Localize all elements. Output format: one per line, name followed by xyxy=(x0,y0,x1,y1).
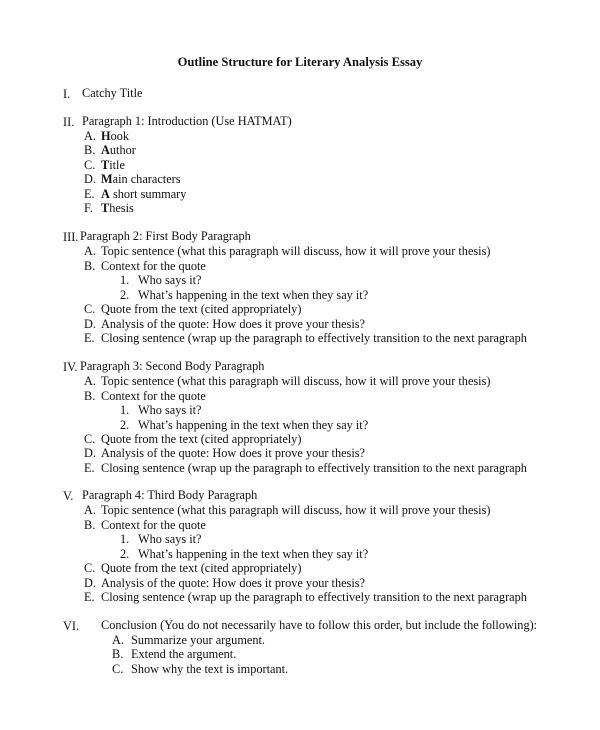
list-marker: C. xyxy=(84,561,96,575)
list-item-text: Analysis of the quote: How does it prove your thesis? xyxy=(101,576,365,590)
sub-item-text: Who says it? xyxy=(138,273,202,287)
acronym-letter: T xyxy=(101,201,110,215)
list-marker: B. xyxy=(84,143,96,157)
list-marker: C. xyxy=(84,432,96,446)
section-number: VI. xyxy=(63,619,80,633)
list-item-text: Closing sentence (wrap up the paragraph to effectively transition to the next paragraph xyxy=(101,461,527,475)
acronym-letter: H xyxy=(101,129,111,143)
list-item-text: Analysis of the quote: How does it prove your thesis? xyxy=(101,317,365,331)
section-heading: Paragraph 4: Third Body Paragraph xyxy=(82,488,258,502)
list-marker: D. xyxy=(84,446,96,460)
section-number: IV. xyxy=(63,360,78,374)
list-item xyxy=(101,172,181,187)
section-heading: Catchy Title xyxy=(82,86,143,100)
list-marker: E. xyxy=(84,331,95,345)
list-marker: C. xyxy=(84,302,96,316)
list-item-text: Context for the quote xyxy=(101,518,206,532)
list-marker: A. xyxy=(84,244,96,258)
list-marker: B. xyxy=(84,259,96,273)
list-marker: A. xyxy=(84,129,96,143)
list-marker: C. xyxy=(84,158,96,172)
section-number: V. xyxy=(63,489,74,503)
list-item-text: Quote from the text (cited appropriately) xyxy=(101,561,302,575)
sub-item-text: What’s happening in the text when they say it? xyxy=(138,547,369,561)
list-item-text: short summary xyxy=(109,187,187,201)
list-item xyxy=(101,129,129,144)
list-item xyxy=(101,187,186,202)
section-heading: Paragraph 2: First Body Paragraph xyxy=(80,229,251,243)
section-heading: Paragraph 1: Introduction (Use HATMAT) xyxy=(82,114,292,128)
section-number: II. xyxy=(63,115,75,129)
section-number: III. xyxy=(63,230,79,244)
list-marker: D. xyxy=(84,172,96,186)
list-marker: 2. xyxy=(120,288,130,302)
list-marker: A. xyxy=(84,503,96,517)
list-item-text: Show why the text is important. xyxy=(131,662,289,676)
list-marker: 2. xyxy=(120,418,130,432)
acronym-letter: T xyxy=(101,158,110,172)
list-item-text: Topic sentence (what this paragraph will discuss, how it will prove your thesis) xyxy=(101,244,491,258)
acronym-letter: M xyxy=(101,172,113,186)
list-item-text: Extend the argument. xyxy=(131,647,237,661)
list-marker: B. xyxy=(112,647,124,661)
list-item-text: hesis xyxy=(109,201,134,215)
list-marker: A. xyxy=(112,633,124,647)
list-marker: B. xyxy=(84,389,96,403)
list-marker: E. xyxy=(84,461,95,475)
list-marker: 2. xyxy=(120,547,130,561)
list-item-text: Summarize your argument. xyxy=(131,633,265,647)
list-item xyxy=(101,158,125,173)
list-marker: B. xyxy=(84,518,96,532)
sub-item-text: What’s happening in the text when they say it? xyxy=(138,288,369,302)
list-marker: 1. xyxy=(120,273,130,287)
section-number: I. xyxy=(63,87,71,101)
list-marker: E. xyxy=(84,590,95,604)
list-marker: E. xyxy=(84,187,95,201)
section-heading: Conclusion (You do not necessarily have to follow this order, but include the following): xyxy=(101,618,538,632)
list-item-text: uthor xyxy=(109,143,136,157)
list-item-text: Closing sentence (wrap up the paragraph to effectively transition to the next paragraph xyxy=(101,331,527,345)
list-item-text: Closing sentence (wrap up the paragraph to effectively transition to the next paragraph xyxy=(101,590,527,604)
list-item-text: ook xyxy=(110,129,130,143)
list-item-text: Topic sentence (what this paragraph will discuss, how it will prove your thesis) xyxy=(101,374,491,388)
acronym-letter: A xyxy=(101,187,110,201)
list-item-text: ain characters xyxy=(112,172,181,186)
sub-item-text: Who says it? xyxy=(138,403,202,417)
section-heading: Paragraph 3: Second Body Paragraph xyxy=(80,359,265,373)
list-marker: D. xyxy=(84,317,96,331)
list-item-text: itle xyxy=(109,158,125,172)
sub-item-text: What’s happening in the text when they say it? xyxy=(138,418,369,432)
list-item-text: Quote from the text (cited appropriately) xyxy=(101,432,302,446)
list-item-text: Context for the quote xyxy=(101,259,206,273)
list-marker: A. xyxy=(84,374,96,388)
list-marker: C. xyxy=(112,662,124,676)
list-item xyxy=(101,143,136,158)
list-item-text: Context for the quote xyxy=(101,389,206,403)
list-item xyxy=(101,201,134,216)
acronym-letter: A xyxy=(101,143,110,157)
list-item-text: Analysis of the quote: How does it prove your thesis? xyxy=(101,446,365,460)
list-marker: 1. xyxy=(120,532,130,546)
list-item-text: Topic sentence (what this paragraph will discuss, how it will prove your thesis) xyxy=(101,503,491,517)
list-marker: D. xyxy=(84,576,96,590)
sub-item-text: Who says it? xyxy=(138,532,202,546)
list-marker: 1. xyxy=(120,403,130,417)
list-item-text: Quote from the text (cited appropriately) xyxy=(101,302,302,316)
document-title: Outline Structure for Literary Analysis Essay xyxy=(177,55,423,69)
list-marker: F. xyxy=(84,201,93,215)
